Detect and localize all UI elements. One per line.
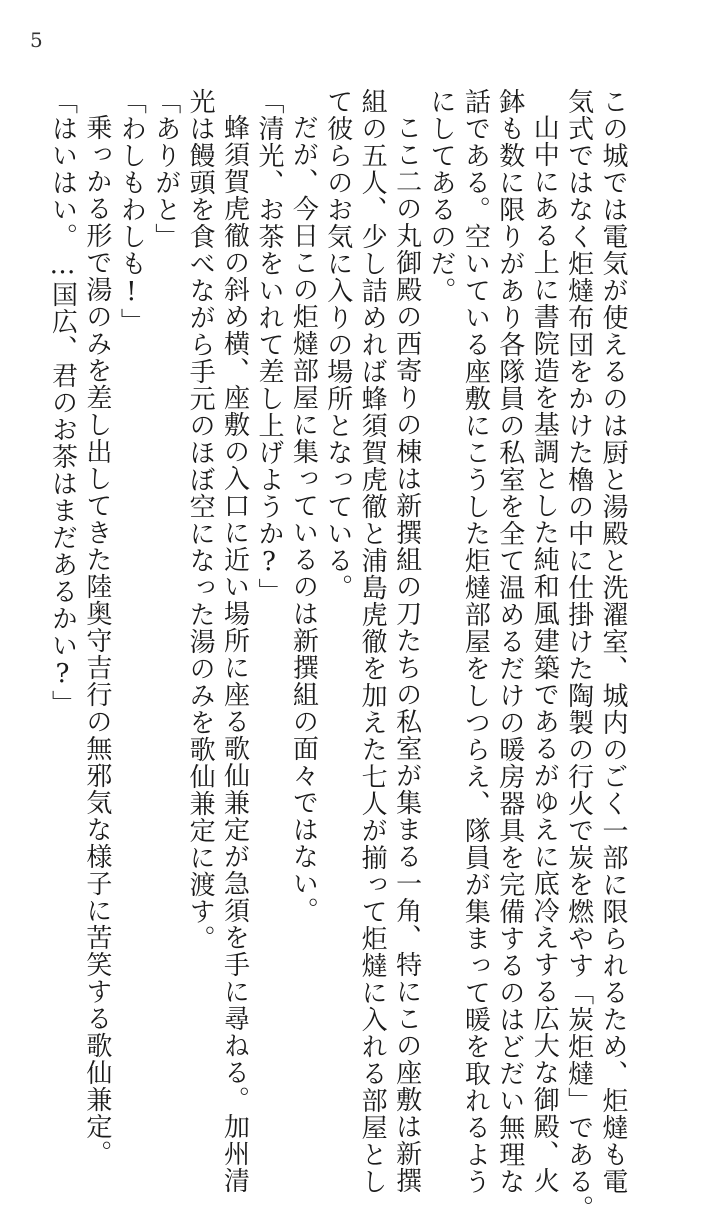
text-line: 乗っかる形で湯のみを差し出してきた陸奥守吉行の無邪気な様子に苦笑する歌仙兼定。 <box>81 114 112 1167</box>
dialogue-line: 「清光、お茶をいれて差し上げようか?」 <box>253 88 284 605</box>
text-line: ここ二の丸御殿の西寄りの棟は新撰組の刀たちの私室が集まる一角、特にこの座敷は新撰 <box>391 114 422 1194</box>
dialogue-line: 「はいはい。…国広、君のお茶はまだあるかい?」 <box>47 88 78 717</box>
text-line: この城では電気が使えるのは厨と湯殿と洗濯室、城内のごく一部に限られるため、炬燵も電 <box>598 88 628 1195</box>
text-line: にしてあるのだ。 <box>425 88 456 304</box>
text-line: 気式ではなく炬燵布団をかけた櫓の中に仕掛けた陶製の行火で炭を燃やす「炭炬燵」である。 <box>563 88 594 1222</box>
text-line: て彼らのお気に入りの場所となっている。 <box>322 88 353 601</box>
dialogue-line: 「わしもわしも!」 <box>116 88 147 335</box>
page-number: 5 <box>30 28 43 52</box>
text-line: 蜂須賀虎徹の斜め横、座敷の入口に近い場所に座る歌仙兼定が急須を手に尋ねる。加州清 <box>219 114 250 1194</box>
text-line: 話である。空いている座敷にこうした炬燵部屋をしつらえ、隊員が集まって暖を取れるよう <box>460 88 491 1195</box>
text-line: 光は饅頭を食べながら手元のほぼ空になった湯のみを歌仙兼定に渡す。 <box>185 88 216 952</box>
text-line: 鉢も数に限りがあり各隊員の私室を全て温めるだけの暖房器具を完備するのはどだい無理な <box>494 88 525 1195</box>
text-line: 山中にある上に書院造を基調とした純和風建築であるがゆえに底冷えする広大な御殿、火 <box>529 114 560 1194</box>
dialogue-line: 「ありがと」 <box>150 88 181 250</box>
text-line: 組の五人、少し詰めれば蜂須賀虎徹と浦島虎徹を加えた七人が揃って炬燵に入れる部屋とし <box>357 88 388 1195</box>
body-text <box>47 88 630 1222</box>
text-line: だが、今日この炬燵部屋に集っているのは新撰組の面々ではない。 <box>288 114 319 924</box>
